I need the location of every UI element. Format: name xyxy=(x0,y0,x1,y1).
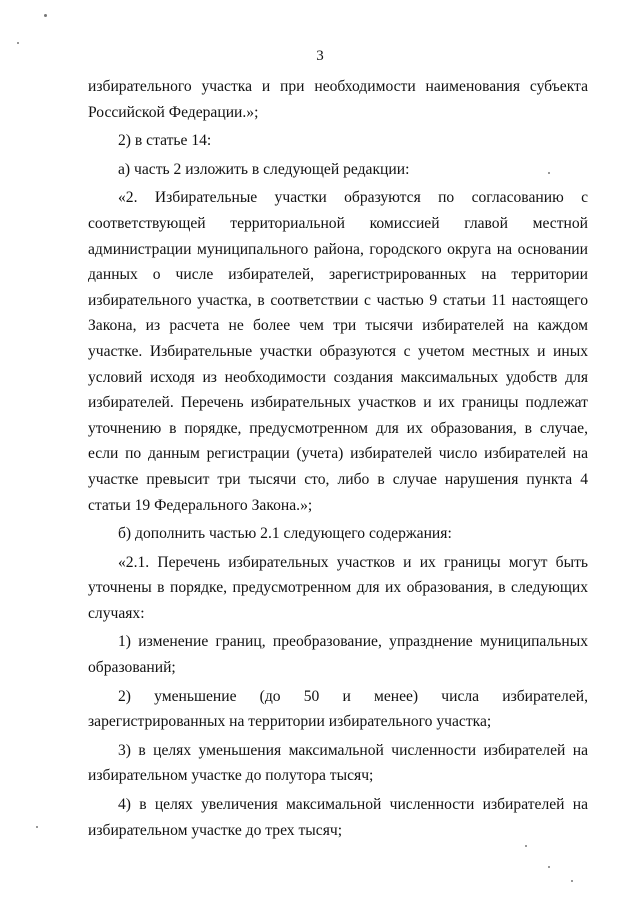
paragraph-article-14: 2) в статье 14: xyxy=(118,132,212,150)
list-item-1: 1) изменение границ, преобразование, упразднение муниципальных образований; xyxy=(88,633,588,677)
scan-speck xyxy=(571,880,573,882)
paragraph-part-2-intro: а) часть 2 изложить в следующей редакции: xyxy=(118,160,410,178)
paragraph-continuation: избирательного участка и при необходимости наименования субъекта Российской Федерации.»; xyxy=(88,78,588,121)
scan-speck xyxy=(548,172,550,174)
paragraph-part-2-1-intro: б) дополнить частью 2.1 следующего содержания: xyxy=(118,525,452,543)
page-number: 3 xyxy=(316,48,324,64)
paragraph-part-2-1-text: «2.1. Перечень избирательных участков и их границы могут быть уточнены в порядке, предусмотренном для их образования, в следующих случаях: xyxy=(88,553,588,622)
document-body xyxy=(88,74,588,843)
scan-speck xyxy=(525,845,527,847)
scan-speck xyxy=(17,42,19,44)
list-item-3: 3) в целях уменьшения максимальной численности избирателей на избирательном участке до полутора тысяч; xyxy=(88,741,588,785)
scan-speck xyxy=(36,826,38,828)
scan-speck xyxy=(44,14,47,17)
list-item-2: 2) уменьшение (до 50 и менее) числа избирателей, зарегистрированных на территории избирательного участка; xyxy=(88,687,588,731)
scan-speck xyxy=(548,866,550,868)
paragraph-part-2-text: «2. Избирательные участки образуются по согласованию с соответствующей территориальной комиссией главой местной администрации муниципального района, городского округа на основании данных о числе избирателей, зарегистрированных на территории избирательного участка, в соответствии с частью 9 статьи 11 настоящего Закона, из расчета не более чем три тысячи избирателей на каждом участке. Избирательные участки образуются с учетом местных и иных условий исходя из необходимости создания максимальных удобств для избирателей. Перечень избирательных участков и их границы подлежат уточнению в порядке, предусмотренном для их образования, в случае, если по данным регистрации (учета) избирателей число избирателей на участке превысит три тысячи сто, либо в случае нарушения пункта 4 статьи 19 Федерального Закона.»; xyxy=(88,189,588,514)
list-item-4: 4) в целях увеличения максимальной численности избирателей на избирательном участке до трех тысяч; xyxy=(88,796,588,839)
